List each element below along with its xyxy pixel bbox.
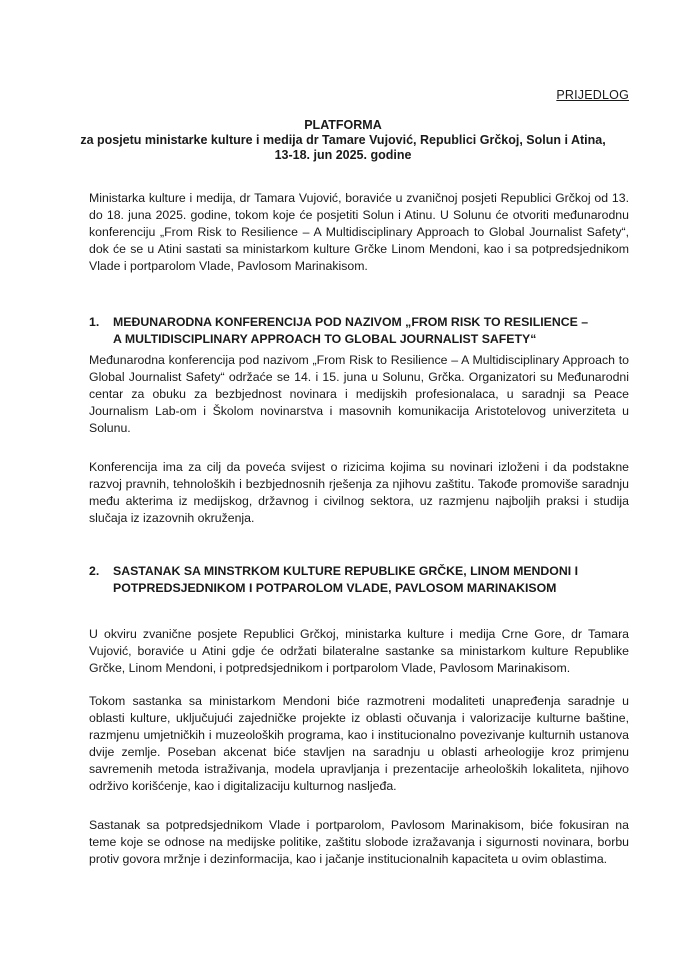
- section-2-number: 2.: [89, 564, 100, 578]
- section-2-paragraph-1: U okviru zvanične posjete Republici Grčkoj, ministarka kulture i medija Crne Gore, dr Tamara Vujović, boraviće u Atini gdje će održati bilateralne sastanke sa ministarkom kulture Republike Grčke, Linom Mendoni, i potpredsjednikom i portparolom Vlade, Pavlosom Marinakisom.: [89, 627, 629, 675]
- section-1-number: 1.: [89, 315, 100, 329]
- section-1-heading-line-1: MEĐUNARODNA KONFERENCIJA POD NAZIVOM „FROM RISK TO RESILIENCE –: [113, 315, 589, 329]
- section-1-heading: [89, 314, 629, 348]
- intro-paragraph: Ministarka kulture i medija, dr Tamara Vujović, boraviće u zvaničnoj posjeti Republici Grčkoj od 13. do 18. juna 2025. godine, tokom koje će posjetiti Solun i Atinu. U Solunu će otvoriti međunarodnu konferenciju „From Risk to Resilience – A Multidisciplinary Approach to Global Journalist Safety“, dok će se u Atini sastati sa ministarkom kulture Grčke Linom Mendoni, kao i sa potpredsjednikom Vlade i portparolom Vlade, Pavlosom Marinakisom.: [89, 191, 629, 273]
- section-1-paragraph-1: Međunarodna konferencija pod nazivom „From Risk to Resilience – A Multidisciplinary Approach to Global Journalist Safety“ održaće se 14. i 15. juna u Solunu, Grčka. Organizatori su Međunarodni centar za obuku za bezbjednost novinara i medijskih profesionalaca, u saradnji sa Peace Journalism Lab-om i Školom novinarstva i masovnih komunikacija Aristotelovog univerziteta u Solunu.: [89, 353, 629, 435]
- section-2-heading-line-2: POTPREDSJEDNIKOM I POTPAROLOM VLADE, PAVLOSOM MARINAKISOM: [113, 581, 557, 595]
- title-line-2: za posjetu ministarke kulture i medija dr Tamare Vujović, Republici Grčkoj, Solun i Atina,: [80, 133, 606, 147]
- section-2-paragraph-3: Sastanak sa potpredsjednikom Vlade i portparolom, Pavlosom Marinakisom, biće fokusiran na teme koje se odnose na medijske politike, zaštitu slobode izražavanja i sigurnosti novinara, borbu protiv govora mržnje i dezinformacija, kao i jačanje institucionalnih kapaciteta u ovim oblastima.: [89, 818, 629, 866]
- draft-label: PRIJEDLOG: [556, 88, 629, 102]
- document-title: [60, 118, 626, 163]
- section-1-heading-line-2: A MULTIDISCIPLINARY APPROACH TO GLOBAL JOURNALIST SAFETY“: [113, 332, 537, 346]
- title-line-3: 13-18. jun 2025. godine: [274, 148, 412, 162]
- section-1-paragraph-2: Konferencija ima za cilj da poveća svijest o rizicima kojima su novinari izloženi i da podstakne razvoj pravnih, tehnoloških i bezbjednosnih rješenja za njihovu zaštitu. Takođe promoviše saradnju među akterima iz medijskog, državnog i civilnog sektora, uz razmjenu najboljih praksi i studija slučaja iz izazovnih okruženja.: [89, 460, 629, 525]
- section-2-heading: [89, 563, 629, 597]
- title-line-1: PLATFORMA: [304, 118, 382, 132]
- section-2-paragraph-2: Tokom sastanka sa ministarkom Mendoni biće razmotreni modaliteti unapređenja saradnje u oblasti kulture, uključujući zajedničke projekte iz oblasti očuvanja i valorizacije kulturne baštine, razmjenu umjetničkih i muzeoloških programa, kao i institucionalno povezivanje kulturnih ustanova dvije zemlje. Poseban akcenat biće stavljen na saradnju u oblasti arheologije kroz primjenu savremenih metoda istraživanja, modela upravljanja i prezentacije arheoloških lokaliteta, njihovo održivo korišćenje, kao i digitalizaciju kulturnog nasljeđa.: [89, 694, 629, 793]
- section-2-heading-line-1: SASTANAK SA MINSTRKOM KULTURE REPUBLIKE GRČKE, LINOM MENDONI I: [113, 564, 578, 578]
